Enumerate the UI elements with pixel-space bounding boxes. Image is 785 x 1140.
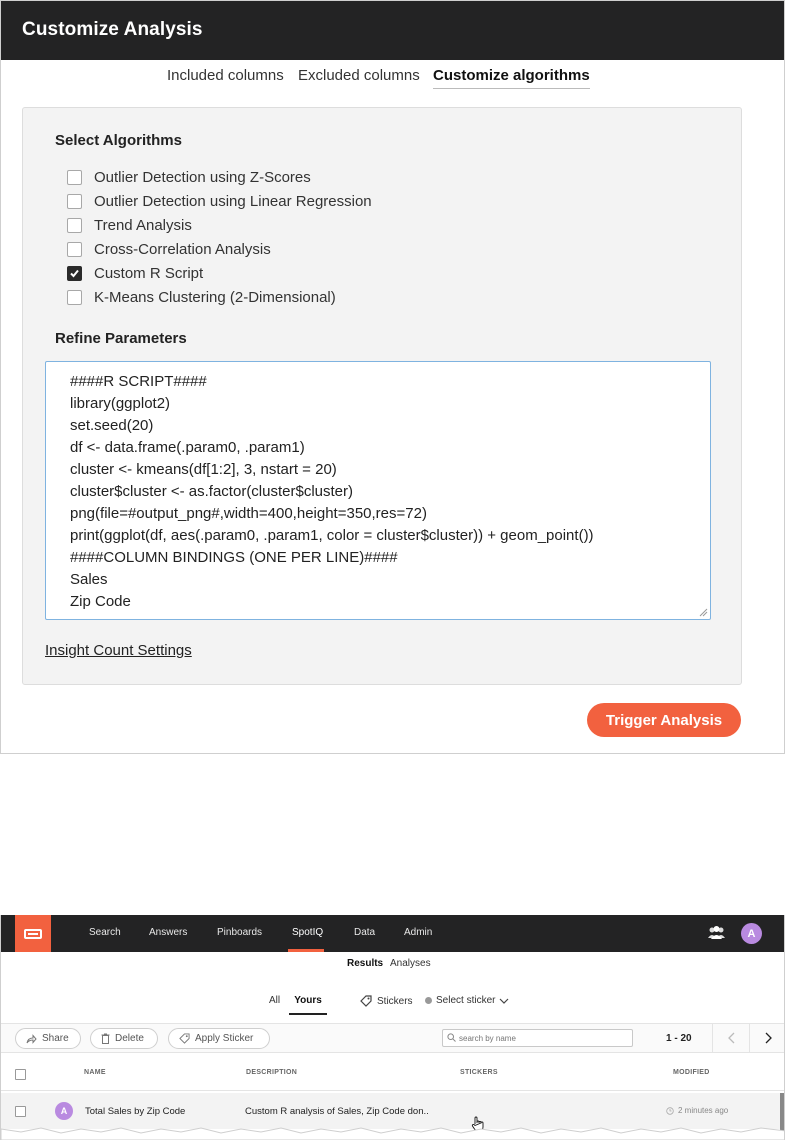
stickers-label: [360, 995, 413, 1007]
row-avatar: A: [55, 1102, 73, 1120]
row-checkbox[interactable]: [15, 1106, 26, 1117]
tab-excluded-columns[interactable]: Excluded columns: [298, 67, 420, 84]
algorithm-label: Cross-Correlation Analysis: [94, 240, 271, 258]
table-header: [1, 1061, 785, 1091]
share-button[interactable]: [15, 1028, 81, 1049]
delete-label: Delete: [115, 1033, 144, 1044]
nav-answers[interactable]: Answers: [149, 927, 188, 938]
delete-button[interactable]: [90, 1028, 158, 1049]
spotiq-app: [0, 915, 785, 1140]
search-icon: [447, 1033, 456, 1042]
nav-data[interactable]: Data: [354, 927, 376, 938]
dialog-tabs: [1, 67, 784, 91]
select-sticker-text: Select sticker: [436, 995, 496, 1006]
algorithm-list: [67, 165, 372, 309]
row-description: Custom R analysis of Sales, Zip Code don..: [245, 1106, 429, 1117]
select-all-checkbox[interactable]: [15, 1069, 26, 1080]
next-page-button[interactable]: [749, 1024, 785, 1052]
checkmark-icon: [69, 268, 80, 279]
checkbox[interactable]: [67, 170, 82, 185]
r-script-textarea[interactable]: [45, 361, 711, 620]
row-modified: [666, 1106, 728, 1115]
algorithm-label: Trend Analysis: [94, 216, 192, 234]
row-name[interactable]: Total Sales by Zip Code: [85, 1106, 186, 1117]
checkbox[interactable]: [67, 290, 82, 305]
script-line: print(ggplot(df, aes(.param0, .param1, color = cluster$cluster)) + geom_point()): [70, 527, 594, 544]
share-icon: [26, 1034, 37, 1044]
share-label: Share: [42, 1033, 69, 1044]
checkbox[interactable]: [67, 242, 82, 257]
clock-icon: [666, 1107, 674, 1115]
algorithms-panel: [22, 107, 742, 685]
nav-pinboards[interactable]: Pinboards: [217, 927, 263, 938]
algorithm-option-custom-r-script[interactable]: [67, 261, 372, 285]
algorithm-label: Outlier Detection using Linear Regression: [94, 192, 372, 210]
nav-spotiq[interactable]: SpotIQ: [292, 927, 324, 938]
modified-text: 2 minutes ago: [678, 1106, 729, 1115]
users-icon[interactable]: [707, 925, 726, 941]
select-algorithms-title: Select Algorithms: [55, 132, 182, 149]
chevron-down-icon: [499, 998, 509, 1004]
nav-search[interactable]: Search: [89, 927, 121, 938]
top-nav: [1, 915, 785, 952]
algorithm-option-zscores[interactable]: [67, 165, 372, 189]
chevron-left-icon: [728, 1032, 735, 1044]
search-by-name-input[interactable]: [442, 1029, 633, 1047]
stickers-text: Stickers: [377, 995, 413, 1007]
user-avatar[interactable]: A: [741, 923, 762, 944]
algorithm-option-linear-regression[interactable]: [67, 189, 372, 213]
script-line: df <- data.frame(.param0, .param1): [70, 439, 305, 456]
algorithm-option-cross-correlation[interactable]: [67, 237, 372, 261]
column-header-modified[interactable]: MODIFIED: [673, 1069, 710, 1076]
tab-results[interactable]: Results: [347, 958, 384, 969]
checkbox[interactable]: [67, 218, 82, 233]
tab-analyses[interactable]: Analyses: [390, 958, 431, 969]
script-line: cluster <- kmeans(df[1:2], 3, nstart = 20): [70, 461, 337, 478]
nav-admin[interactable]: Admin: [404, 927, 433, 938]
page-range: 1 - 20: [666, 1033, 692, 1044]
script-line: set.seed(20): [70, 417, 154, 434]
algorithm-label: Custom R Script: [94, 264, 204, 282]
tag-icon: [179, 1033, 190, 1044]
script-line: cluster$cluster <- as.factor(cluster$cluster): [70, 483, 354, 500]
script-line: library(ggplot2): [70, 395, 171, 412]
filter-row: [1, 995, 785, 1017]
script-line: ####R SCRIPT####: [70, 373, 207, 390]
trigger-analysis-button[interactable]: Trigger Analysis: [587, 703, 741, 737]
script-line: Sales: [70, 571, 108, 588]
column-header-name[interactable]: NAME: [84, 1069, 106, 1076]
algorithm-option-trend-analysis[interactable]: [67, 213, 372, 237]
script-line: png(file=#output_png#,width=400,height=350,res=72): [70, 505, 427, 522]
apply-sticker-button[interactable]: [168, 1028, 270, 1049]
algorithm-label: K-Means Clustering (2-Dimensional): [94, 288, 336, 306]
previous-page-button[interactable]: [712, 1024, 749, 1052]
column-header-stickers[interactable]: STICKERS: [460, 1069, 498, 1076]
filter-yours[interactable]: Yours: [289, 995, 327, 1015]
tag-icon: [360, 995, 372, 1007]
app-logo[interactable]: [15, 915, 51, 952]
results-toolbar: [1, 1023, 785, 1053]
dialog-title: Customize Analysis: [22, 19, 203, 40]
tab-included-columns[interactable]: Included columns: [167, 67, 284, 84]
tab-customize-algorithms[interactable]: Customize algorithms: [433, 67, 590, 89]
torn-edge-decoration: [1, 1123, 785, 1140]
checkbox[interactable]: [67, 194, 82, 209]
trash-icon: [101, 1033, 110, 1044]
filter-all[interactable]: All: [269, 995, 281, 1006]
column-header-description[interactable]: DESCRIPTION: [246, 1069, 298, 1076]
script-line: ####COLUMN BINDINGS (ONE PER LINE)####: [70, 549, 398, 566]
select-sticker-dropdown[interactable]: [425, 995, 509, 1006]
sticker-dot-icon: [425, 997, 432, 1004]
refine-parameters-title: Refine Parameters: [55, 330, 187, 347]
algorithm-option-kmeans[interactable]: [67, 285, 372, 309]
insight-count-settings-link[interactable]: Insight Count Settings: [45, 642, 192, 659]
apply-sticker-label: Apply Sticker: [195, 1033, 254, 1044]
script-line: Zip Code: [70, 593, 131, 610]
algorithm-label: Outlier Detection using Z-Scores: [94, 168, 311, 186]
checkbox[interactable]: [67, 266, 82, 281]
logo-icon: [24, 929, 42, 939]
chevron-right-icon: [765, 1032, 772, 1044]
nav-active-indicator: [288, 949, 324, 952]
dialog-header: [1, 1, 784, 60]
resize-grip-icon[interactable]: [699, 608, 708, 617]
